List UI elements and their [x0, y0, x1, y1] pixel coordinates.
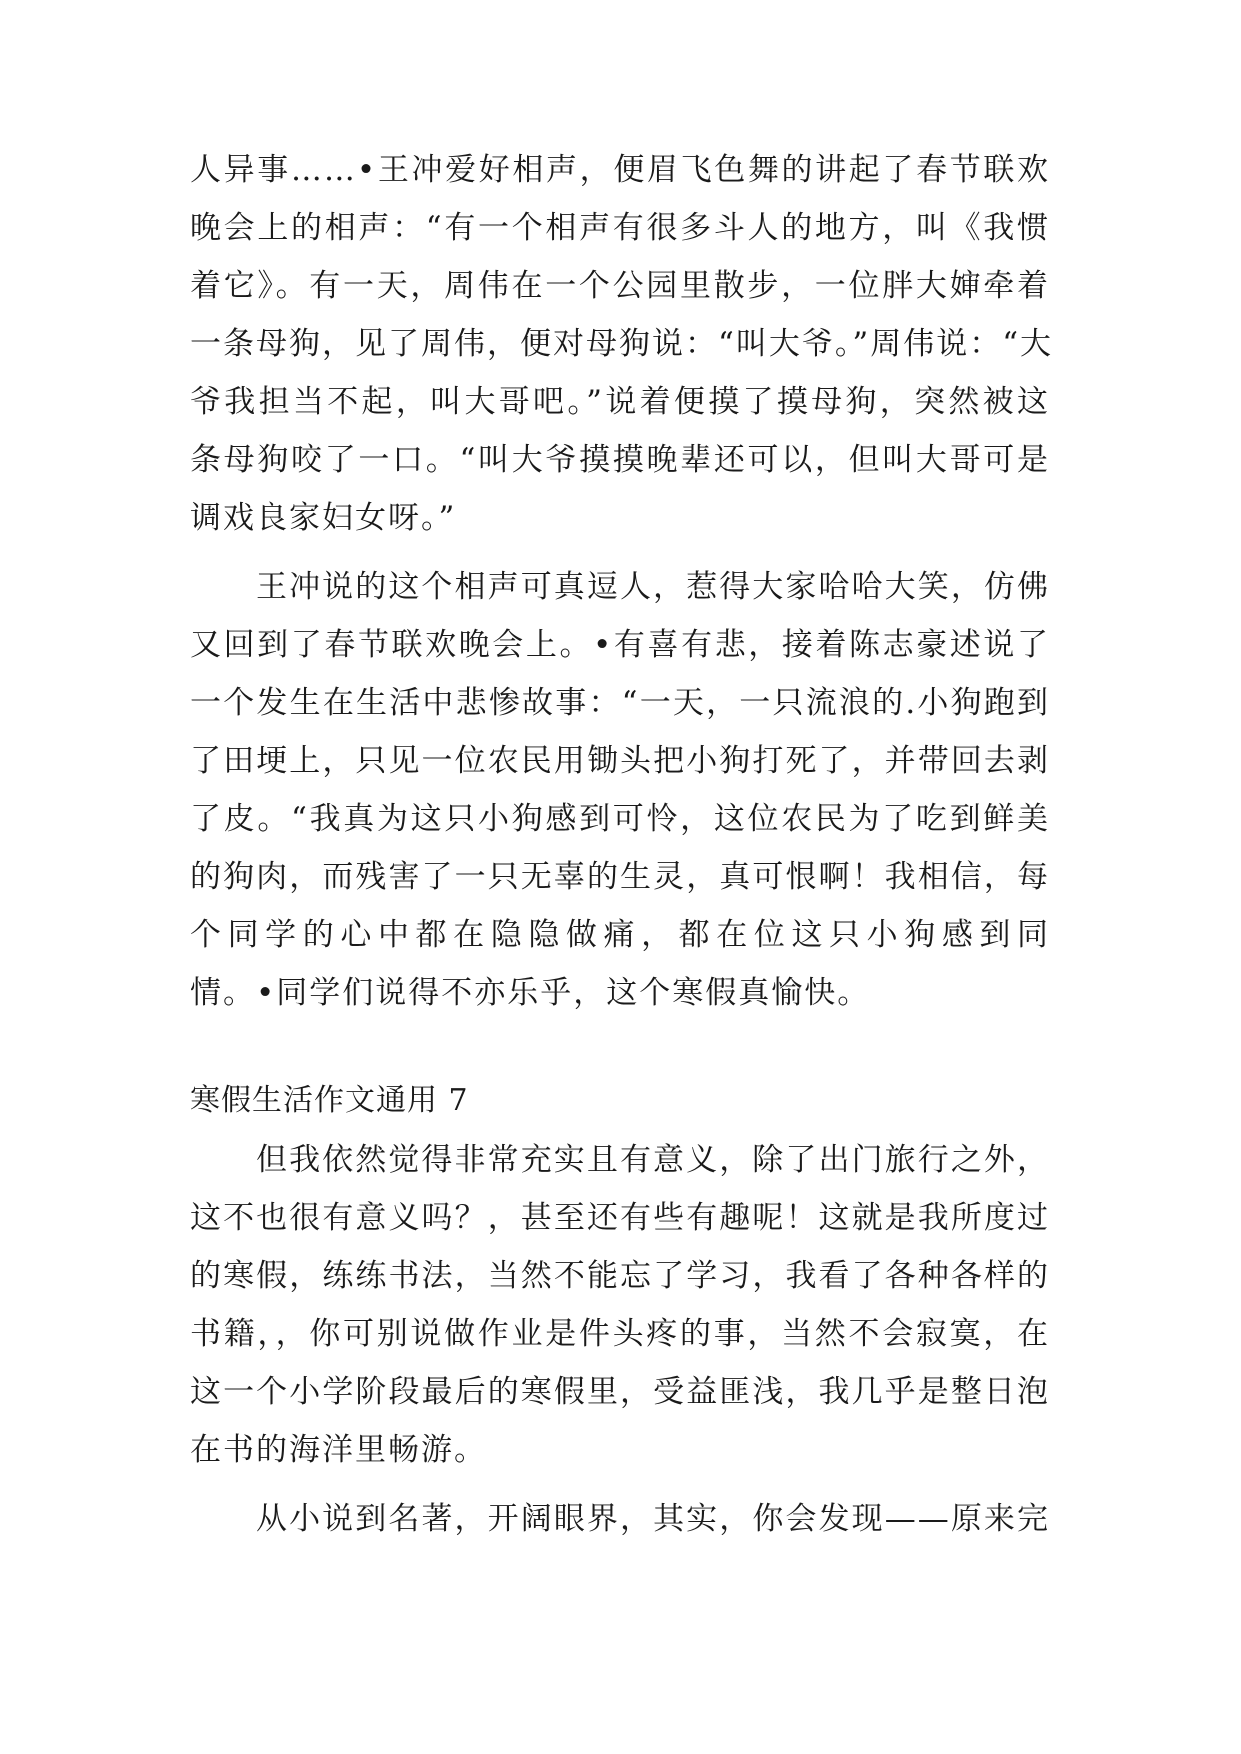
body-text-line: 晚会上的相声：“有一个相声有很多斗人的地方，叫《我惯 [190, 210, 1050, 246]
body-text-line: 的寒假，练练书法，当然不能忘了学习，我看了各种各样的 [190, 1258, 1050, 1294]
body-text-line: 了皮。“我真为这只小狗感到可怜，这位农民为了吃到鲜美 [190, 801, 1050, 837]
body-text-line: 书籍，，你可别说做作业是件头疼的事，当然不会寂寞，在 [190, 1316, 1050, 1352]
body-text-line: 王冲说的这个相声可真逗人，惹得大家哈哈大笑，仿佛 [256, 569, 1050, 605]
body-text-line: 一个发生在生活中悲惨故事：“一天，一只流浪的.小狗跑到 [190, 685, 1050, 721]
body-text-line: 一条母狗，见了周伟，便对母狗说：“叫大爷。”周伟说：“大 [190, 326, 1054, 362]
body-text-line: 又回到了春节联欢晚会上。•有喜有悲，接着陈志豪述说了 [190, 627, 1050, 663]
body-text-line: 人异事……•王冲爱好相声，便眉飞色舞的讲起了春节联欢 [190, 152, 1050, 188]
body-text-line: 这一个小学阶段最后的寒假里，受益匪浅，我几乎是整日泡 [190, 1374, 1050, 1410]
body-text-line: 着它》。有一天，周伟在一个公园里散步，一位胖大婶牵着 [190, 268, 1050, 304]
body-text-line: 的狗肉，而残害了一只无辜的生灵，真可恨啊！我相信，每 [190, 859, 1050, 895]
body-text-line: 个同学的心中都在隐隐做痛，都在位这只小狗感到同 [190, 917, 1050, 953]
body-text-line: 调戏良家妇女呀。” [190, 500, 457, 536]
body-text-line: 了田埂上，只见一位农民用锄头把小狗打死了，并带回去剥 [190, 743, 1050, 779]
section-heading: 寒假生活作文通用 7 [190, 1083, 469, 1118]
body-text-line: 情。•同学们说得不亦乐乎，这个寒假真愉快。 [190, 975, 871, 1011]
body-text-line: 从小说到名著，开阔眼界，其实，你会发现——原来完 [256, 1501, 1050, 1537]
body-text-line: 但我依然觉得非常充实且有意义，除了出门旅行之外， [256, 1142, 1050, 1178]
body-text-line: 这不也很有意义吗？，甚至还有些有趣呢！这就是我所度过 [190, 1200, 1050, 1236]
body-text-line: 条母狗咬了一口。“叫大爷摸摸晚辈还可以，但叫大哥可是 [190, 442, 1050, 478]
body-text-line: 爷我担当不起，叫大哥吧。”说着便摸了摸母狗，突然被这 [190, 384, 1050, 420]
body-text-line: 在书的海洋里畅游。 [190, 1432, 487, 1468]
